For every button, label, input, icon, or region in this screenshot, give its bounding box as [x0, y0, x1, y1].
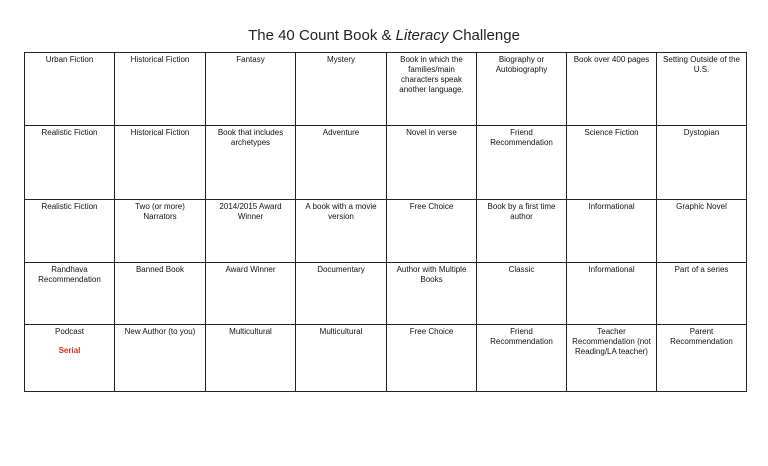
grid-cell: Author with Multiple Books	[387, 263, 477, 325]
grid-row-4	[25, 263, 747, 325]
grid-cell: Historical Fiction	[115, 126, 206, 200]
grid-cell: Dystopian	[657, 126, 747, 200]
grid-cell: Parent Recommendation	[657, 325, 747, 392]
grid-cell: Biography or Autobiography	[477, 53, 567, 126]
grid-cell: Graphic Novel	[657, 200, 747, 263]
grid-row-2	[25, 126, 747, 200]
grid-cell: Book in which the families/main characters speak another language.	[387, 53, 477, 126]
grid-cell: Classic	[477, 263, 567, 325]
grid-cell: Book by a first time author	[477, 200, 567, 263]
title-prefix: The 40 Count Book &	[248, 27, 396, 44]
grid-cell: Friend Recommendation	[477, 325, 567, 392]
grid-cell: A book with a movie version	[296, 200, 387, 263]
grid-cell: Realistic Fiction	[25, 126, 115, 200]
grid-cell-label: Podcast	[55, 327, 84, 336]
grid-cell: Free Choice	[387, 325, 477, 392]
title-emphasis: Literacy	[395, 27, 449, 44]
page-title	[0, 27, 768, 45]
grid-cell: Randhava Recommendation	[25, 263, 115, 325]
grid-cell: Historical Fiction	[115, 53, 206, 126]
grid-cell-podcast	[25, 325, 115, 392]
challenge-grid	[24, 52, 747, 392]
grid-cell: Informational	[567, 200, 657, 263]
podcast-note: Serial	[58, 346, 81, 355]
grid-cell: Book that includes archetypes	[206, 126, 296, 200]
title-suffix: Challenge	[448, 27, 520, 44]
grid-cell: Multicultural	[206, 325, 296, 392]
grid-cell: Adventure	[296, 126, 387, 200]
grid-cell: Banned Book	[115, 263, 206, 325]
grid-cell: Fantasy	[206, 53, 296, 126]
grid-cell: Friend Recommendation	[477, 126, 567, 200]
grid-cell: Urban Fiction	[25, 53, 115, 126]
grid-cell: Free Choice	[387, 200, 477, 263]
grid-cell: Teacher Recommendation (not Reading/LA teacher)	[567, 325, 657, 392]
grid-cell: Informational	[567, 263, 657, 325]
grid-row-3	[25, 200, 747, 263]
grid-cell: Realistic Fiction	[25, 200, 115, 263]
grid-cell: Award Winner	[206, 263, 296, 325]
grid-cell: Documentary	[296, 263, 387, 325]
grid-row-5	[25, 325, 747, 392]
grid-cell: Two (or more) Narrators	[115, 200, 206, 263]
grid-cell: Part of a series	[657, 263, 747, 325]
grid-cell: Book over 400 pages	[567, 53, 657, 126]
grid-cell: Mystery	[296, 53, 387, 126]
grid-row-1	[25, 53, 747, 126]
grid-cell: 2014/2015 Award Winner	[206, 200, 296, 263]
grid-cell: Multicultural	[296, 325, 387, 392]
grid-cell: New Author (to you)	[115, 325, 206, 392]
grid-cell: Setting Outside of the U.S.	[657, 53, 747, 126]
grid-cell: Science Fiction	[567, 126, 657, 200]
grid-cell: Novel in verse	[387, 126, 477, 200]
